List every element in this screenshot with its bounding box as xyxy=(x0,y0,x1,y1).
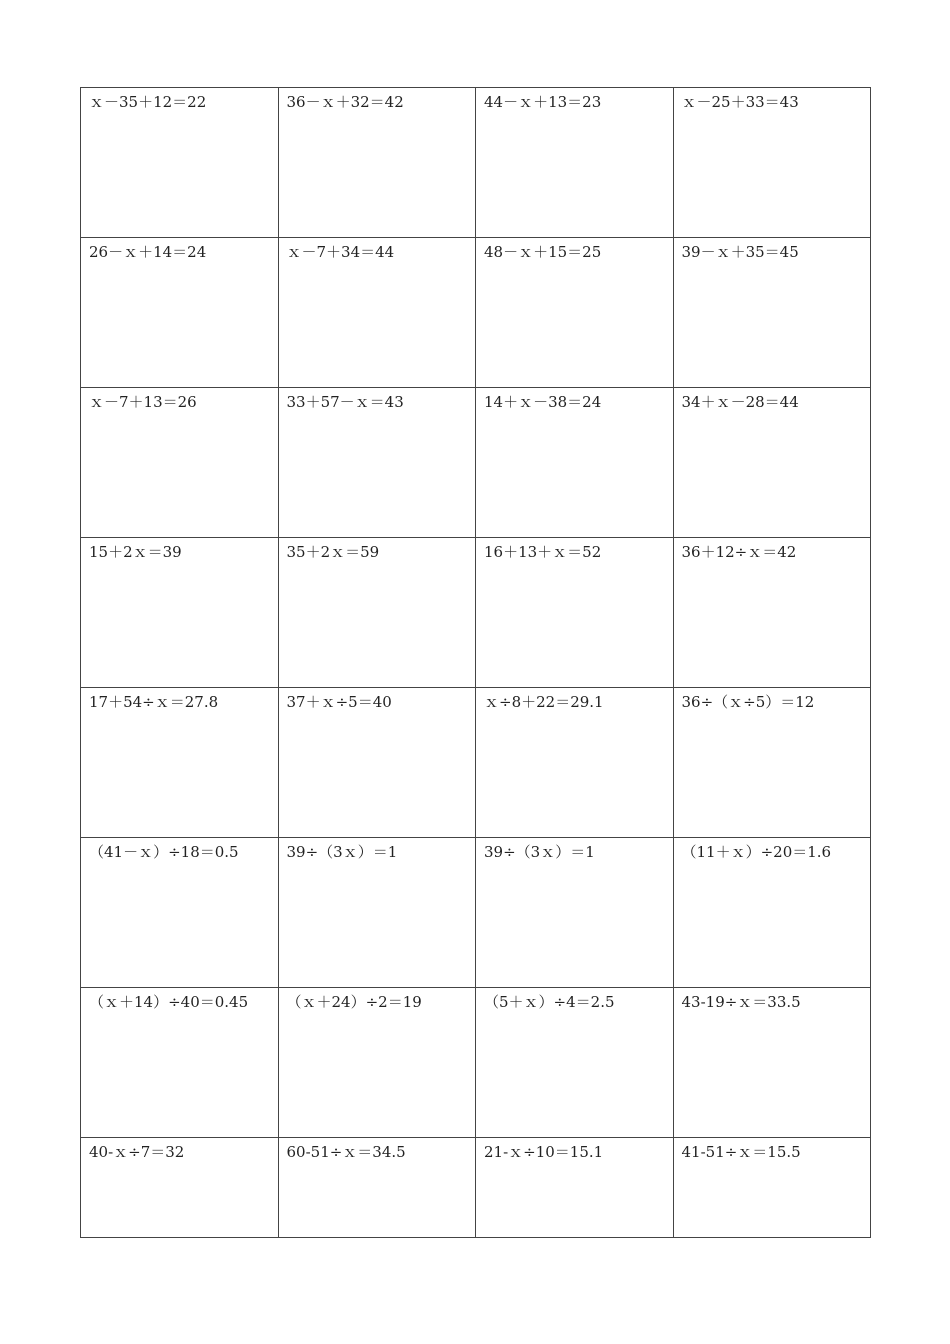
equation-cell: ｘ－35＋12＝22 xyxy=(81,88,279,238)
worksheet-body xyxy=(81,88,871,1238)
equation-cell: 21-ｘ÷10＝15.1 xyxy=(476,1138,674,1238)
worksheet-row-6 xyxy=(81,838,871,988)
worksheet-row-3 xyxy=(81,388,871,538)
equation-cell: 36＋12÷ｘ＝42 xyxy=(673,538,871,688)
equation-cell: 17＋54÷ｘ＝27.8 xyxy=(81,688,279,838)
equation-cell: 44－ｘ＋13＝23 xyxy=(476,88,674,238)
worksheet-row-1 xyxy=(81,88,871,238)
equation-cell: ｘ－7＋13＝26 xyxy=(81,388,279,538)
equation-cell: 33＋57－ｘ＝43 xyxy=(278,388,476,538)
equation-cell: 48－ｘ＋15＝25 xyxy=(476,238,674,388)
equation-cell: 16＋13＋ｘ＝52 xyxy=(476,538,674,688)
equation-cell: （ｘ＋24）÷2＝19 xyxy=(278,988,476,1138)
equation-cell: 39－ｘ＋35＝45 xyxy=(673,238,871,388)
equation-cell: 35＋2ｘ＝59 xyxy=(278,538,476,688)
equation-cell: ｘ－25＋33＝43 xyxy=(673,88,871,238)
equation-cell: （41－ｘ）÷18＝0.5 xyxy=(81,838,279,988)
equation-cell: 60-51÷ｘ＝34.5 xyxy=(278,1138,476,1238)
equation-cell: 36－ｘ＋32＝42 xyxy=(278,88,476,238)
worksheet-row-4 xyxy=(81,538,871,688)
equation-cell: ｘ÷8＋22＝29.1 xyxy=(476,688,674,838)
worksheet-row-5 xyxy=(81,688,871,838)
equation-cell: （5＋ｘ）÷4＝2.5 xyxy=(476,988,674,1138)
equation-cell: 14＋ｘ－38＝24 xyxy=(476,388,674,538)
equation-cell: 36÷（ｘ÷5）＝12 xyxy=(673,688,871,838)
equation-worksheet-table xyxy=(80,87,871,1238)
equation-cell: 41-51÷ｘ＝15.5 xyxy=(673,1138,871,1238)
worksheet-row-2 xyxy=(81,238,871,388)
equation-cell: ｘ－7＋34＝44 xyxy=(278,238,476,388)
equation-cell: （11＋ｘ）÷20＝1.6 xyxy=(673,838,871,988)
equation-cell: 15＋2ｘ＝39 xyxy=(81,538,279,688)
equation-cell: 39÷（3ｘ）＝1 xyxy=(278,838,476,988)
equation-cell: （ｘ＋14）÷40＝0.45 xyxy=(81,988,279,1138)
equation-cell: 37＋ｘ÷5＝40 xyxy=(278,688,476,838)
equation-cell: 43-19÷ｘ＝33.5 xyxy=(673,988,871,1138)
equation-cell: 40-ｘ÷7＝32 xyxy=(81,1138,279,1238)
equation-cell: 26－ｘ＋14＝24 xyxy=(81,238,279,388)
equation-cell: 34＋ｘ－28＝44 xyxy=(673,388,871,538)
equation-cell: 39÷（3ｘ）＝1 xyxy=(476,838,674,988)
worksheet-row-7 xyxy=(81,988,871,1138)
worksheet-row-8 xyxy=(81,1138,871,1238)
